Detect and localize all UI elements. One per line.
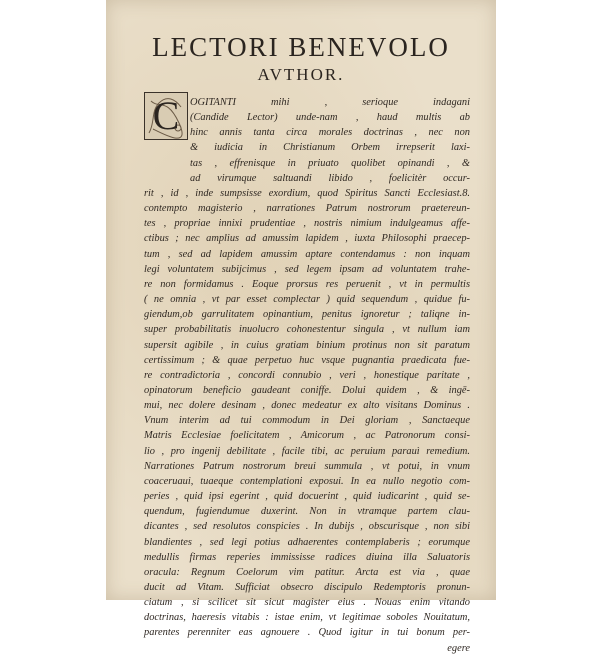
text-line: legi voluntatem subijcimus , sed legem ipsam ad voluntatem trahe- [144, 263, 470, 275]
text-line: re non formidamus . Eoque prorsus res peruenit , vt in permultis [144, 278, 470, 290]
text-line: contempto magisterio , narrationes Patrum nostrorum praetereun- [144, 203, 470, 215]
text-line: Matris Ecclesiae foelicitatem , Amicorum , ac Patronorum consi- [144, 430, 470, 442]
text-line: & iudicia in Christianum Orbem irrepserit laxi- [190, 142, 470, 154]
text-line: medullis firmas reperies immississe radices diuina illa Saluatoris [144, 551, 470, 563]
text-line: tum , sed ad lapidem amussim aptare contendamus : non inquam [144, 248, 470, 260]
text-line: coaceruaui, tuaeque contemplationi exposui. In ea nullo negotio com- [144, 475, 470, 487]
text-line: Vnum interim ad tui commodum in Dei gloriam , Sanctaeque [144, 415, 470, 427]
text-line: ciatum , si scilicet sit sicut magister eius . Nouas enim vitando [144, 597, 470, 609]
text-line: re contradictoria , concordi connubio , veri , honestique paritate , [144, 369, 470, 381]
text-line: oracula: Regnum Coelorum vim patitur. Arcta est via , quae [144, 566, 470, 578]
text-line: ducit ad Vitam. Sufficiat obsecro discipulo Redemptoris pronun- [144, 582, 470, 593]
text-line: hinc annis tanta circa morales doctrinas , nec non [190, 127, 470, 139]
page-subheading: AVTHOR. [257, 65, 345, 84]
text-line: tas , effrenisque in priuato quolibet opinandi , & [190, 157, 470, 169]
text-line: Narrationes Patrum nostrorum breui summula , vt potui, in vnum [144, 460, 470, 472]
text-line: super probabilitatis inuolucro cohonestentur singula , vt nullum iam [144, 324, 470, 336]
text-line: doctrinas, haeresis vitabis : istae enim, vt legitimae soboles Nouitatum, [144, 612, 470, 624]
page-heading: LECTORI BENEVOLO [152, 32, 450, 62]
text-line: ad virumque saltuandi libido , foelicitèr occur- [190, 172, 470, 184]
text-line: tes , propriae innixi prudentiae , nostris nimium indulgeamus affe- [144, 218, 470, 230]
text-line: ( ne omnia , vt par esset complectar ) quid sequendum , quidue fu- [144, 294, 470, 306]
initial-letter: C [152, 93, 180, 138]
text-line: parentes perenniter eas agnouere . Quod igitur in tui bonum per- [144, 627, 470, 639]
text-line: quendum, fugiendumue duxerint. Non in vtramque partem clau- [144, 506, 470, 518]
body-text [144, 95, 470, 656]
catchword: egere [447, 642, 470, 654]
text-line: blandientes , sed legi potius adhaerentes contemplaberis ; eorumque [144, 536, 470, 548]
text-line: giendum,ob garrulitatem opinantium, penitus ignoretur ; taliqne in- [144, 309, 470, 321]
text-line: peries , quid ipsi egerint , quid docuerint , quid iudicarint , quid se- [144, 491, 470, 503]
text-line: rit , id , inde sumpsisse exordium, quod Spiritus Sancti Ecclesiast.8. [144, 187, 470, 199]
document-page [106, 0, 496, 654]
text-line: OGITANTI mihi , serioque indagani [190, 97, 470, 108]
text-line: opinatorum beneficio gaudeant coniffe. Dolui quidem , & ingē- [144, 384, 470, 396]
text-line: lio , pro ingenij debilitate , facile tibi, ac peruium parauì remedium. [144, 445, 470, 457]
text-line: mui, nec dolere desinam , donec medeatur ex alto visitans Dominus . [144, 400, 470, 412]
text-line: certissimum ; & quae perpetuo huc vsque pugnantia praedicata fue- [144, 354, 470, 366]
text-line: (Candide Lector) unde-nam , haud multis ab [190, 112, 470, 124]
text-line: ctibus ; nec amplius ad amussim lapidem , iuxta Philosophi praecep- [144, 233, 470, 245]
text-line: dicantes , sed resolutos conspicies . In dubijs , obscurisque , non sibi [144, 521, 470, 533]
text-line: supersit agibile , in cuius gratiam binium protinus non sit paratum [144, 339, 470, 351]
